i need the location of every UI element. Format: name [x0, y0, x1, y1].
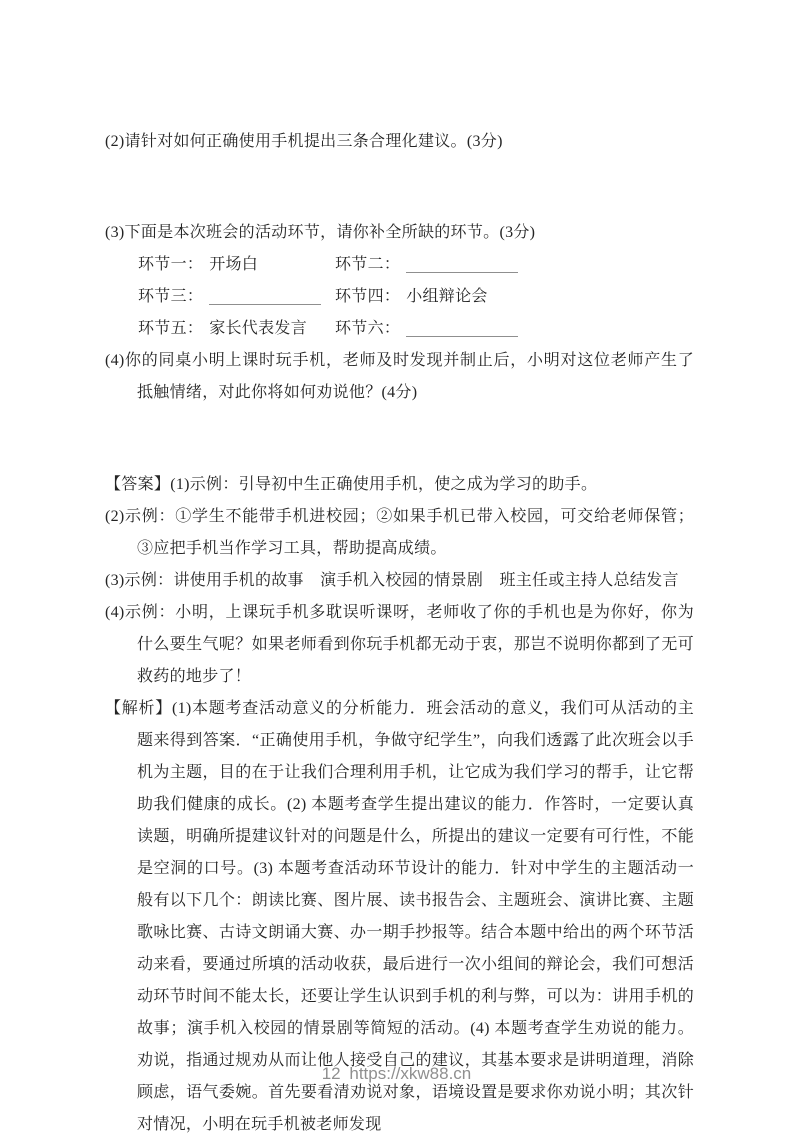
step-6-label: 环节六： — [335, 320, 401, 337]
steps-row-2 — [138, 281, 694, 313]
activity-steps — [105, 249, 694, 345]
step-5 — [138, 313, 335, 345]
step-3 — [138, 281, 335, 313]
step-3-blank-line — [209, 284, 321, 305]
step-2 — [335, 249, 518, 281]
answer-item-3: (3)示例：讲使用手机的故事 演手机入校园的情景剧 班主任或主持人总结发言 — [105, 572, 679, 589]
step-6-blank-line — [406, 316, 518, 337]
question-2: (2)请针对如何正确使用手机提出三条合理化建议。(3分) — [105, 133, 503, 150]
step-4-value: 小组辩论会 — [406, 288, 488, 305]
step-2-label: 环节二： — [335, 256, 401, 273]
answer-item-4: (4)示例：小明，上课玩手机多耽误听课呀，老师收了你的手机也是为你好，你为什么要生气呢？如果老师看到你玩手机都无动于衷，那岂不说明你都到了无可救药的地步了！ — [105, 604, 694, 685]
step-5-value: 家长代表发言 — [209, 320, 308, 337]
step-2-blank-line — [406, 252, 518, 273]
answer-section — [105, 469, 694, 693]
analysis-heading: 【解析】 — [105, 700, 172, 717]
step-4 — [335, 281, 488, 313]
steps-row-1 — [138, 249, 694, 281]
step-1 — [138, 249, 335, 281]
step-1-value: 开场白 — [209, 256, 259, 273]
page-footer — [0, 1062, 793, 1086]
step-4-label: 环节四： — [335, 288, 401, 305]
site-url: https://xkw88.cn — [349, 1064, 472, 1083]
answer-item-2: (2)示例：①学生不能带手机进校园；②如果手机已带入校园，可交给老师保管；③应把手机当作学习工具，帮助提高成绩。 — [105, 508, 694, 557]
analysis-text: (1)本题考查活动意义的分析能力．班会活动的意义，我们可从活动的主题来得到答案．“正确使用手机，争做守纪学生”，向我们透露了此次班会以手机为主题，目的在于让我们合理利用手机，让它成为我们学习的帮手，让它帮助我们健康的成长。(2) 本题考查学生提出建议的能力．作答时，一定要认真读题，明确所提建议针对的问题是什么，所提出的建议一定要有可行性，不能是空洞的口号。(3) 本题考查活动环节设计的能力．针对中学生的主题活动一般有以下几个：朗读比赛、图片展、读书报告会、主题班会、演讲比赛、主题歌咏比赛、古诗文朗诵大赛、办一期手抄报等。结合本题中给出的两个环节活动来看，要通过所填的活动收获，最后进行一次小组间的辩论会，我们可想活动环节时间不能太长，还要让学生认识到手机的利与弊，可以为：讲用手机的故事；演手机入校园的情景剧等简短的活动。(4) 本题考查学生劝说的能力。劝说，指通过规劝从而让他人接受自己的建议，其基本要求是讲明道理，消除顾虑，语气委婉。首先要看清劝说对象，语境设置是要求你劝说小明；其次针对情况，小明在玩手机被老师发现 — [137, 700, 694, 1133]
step-3-label: 环节三： — [138, 288, 204, 305]
steps-row-3 — [138, 313, 694, 345]
page-number: 12 — [321, 1064, 341, 1083]
answer-item-1-text: (1)示例：引导初中生正确使用手机，使之成为学习的助手。 — [170, 476, 598, 493]
document-page — [105, 0, 694, 1141]
answer-item-1 — [105, 469, 694, 501]
step-6 — [335, 313, 518, 345]
step-1-label: 环节一： — [138, 256, 204, 273]
step-5-label: 环节五： — [138, 320, 204, 337]
question-4: (4)你的同桌小明上课时玩手机，老师及时发现并制止后，小明对这位老师产生了抵触情绪，对此你将如何劝说他？(4分) — [105, 352, 694, 401]
question-3: (3)下面是本次班会的活动环节，请你补全所缺的环节。(3分) — [105, 224, 536, 241]
answer-heading: 【答案】 — [105, 476, 171, 493]
